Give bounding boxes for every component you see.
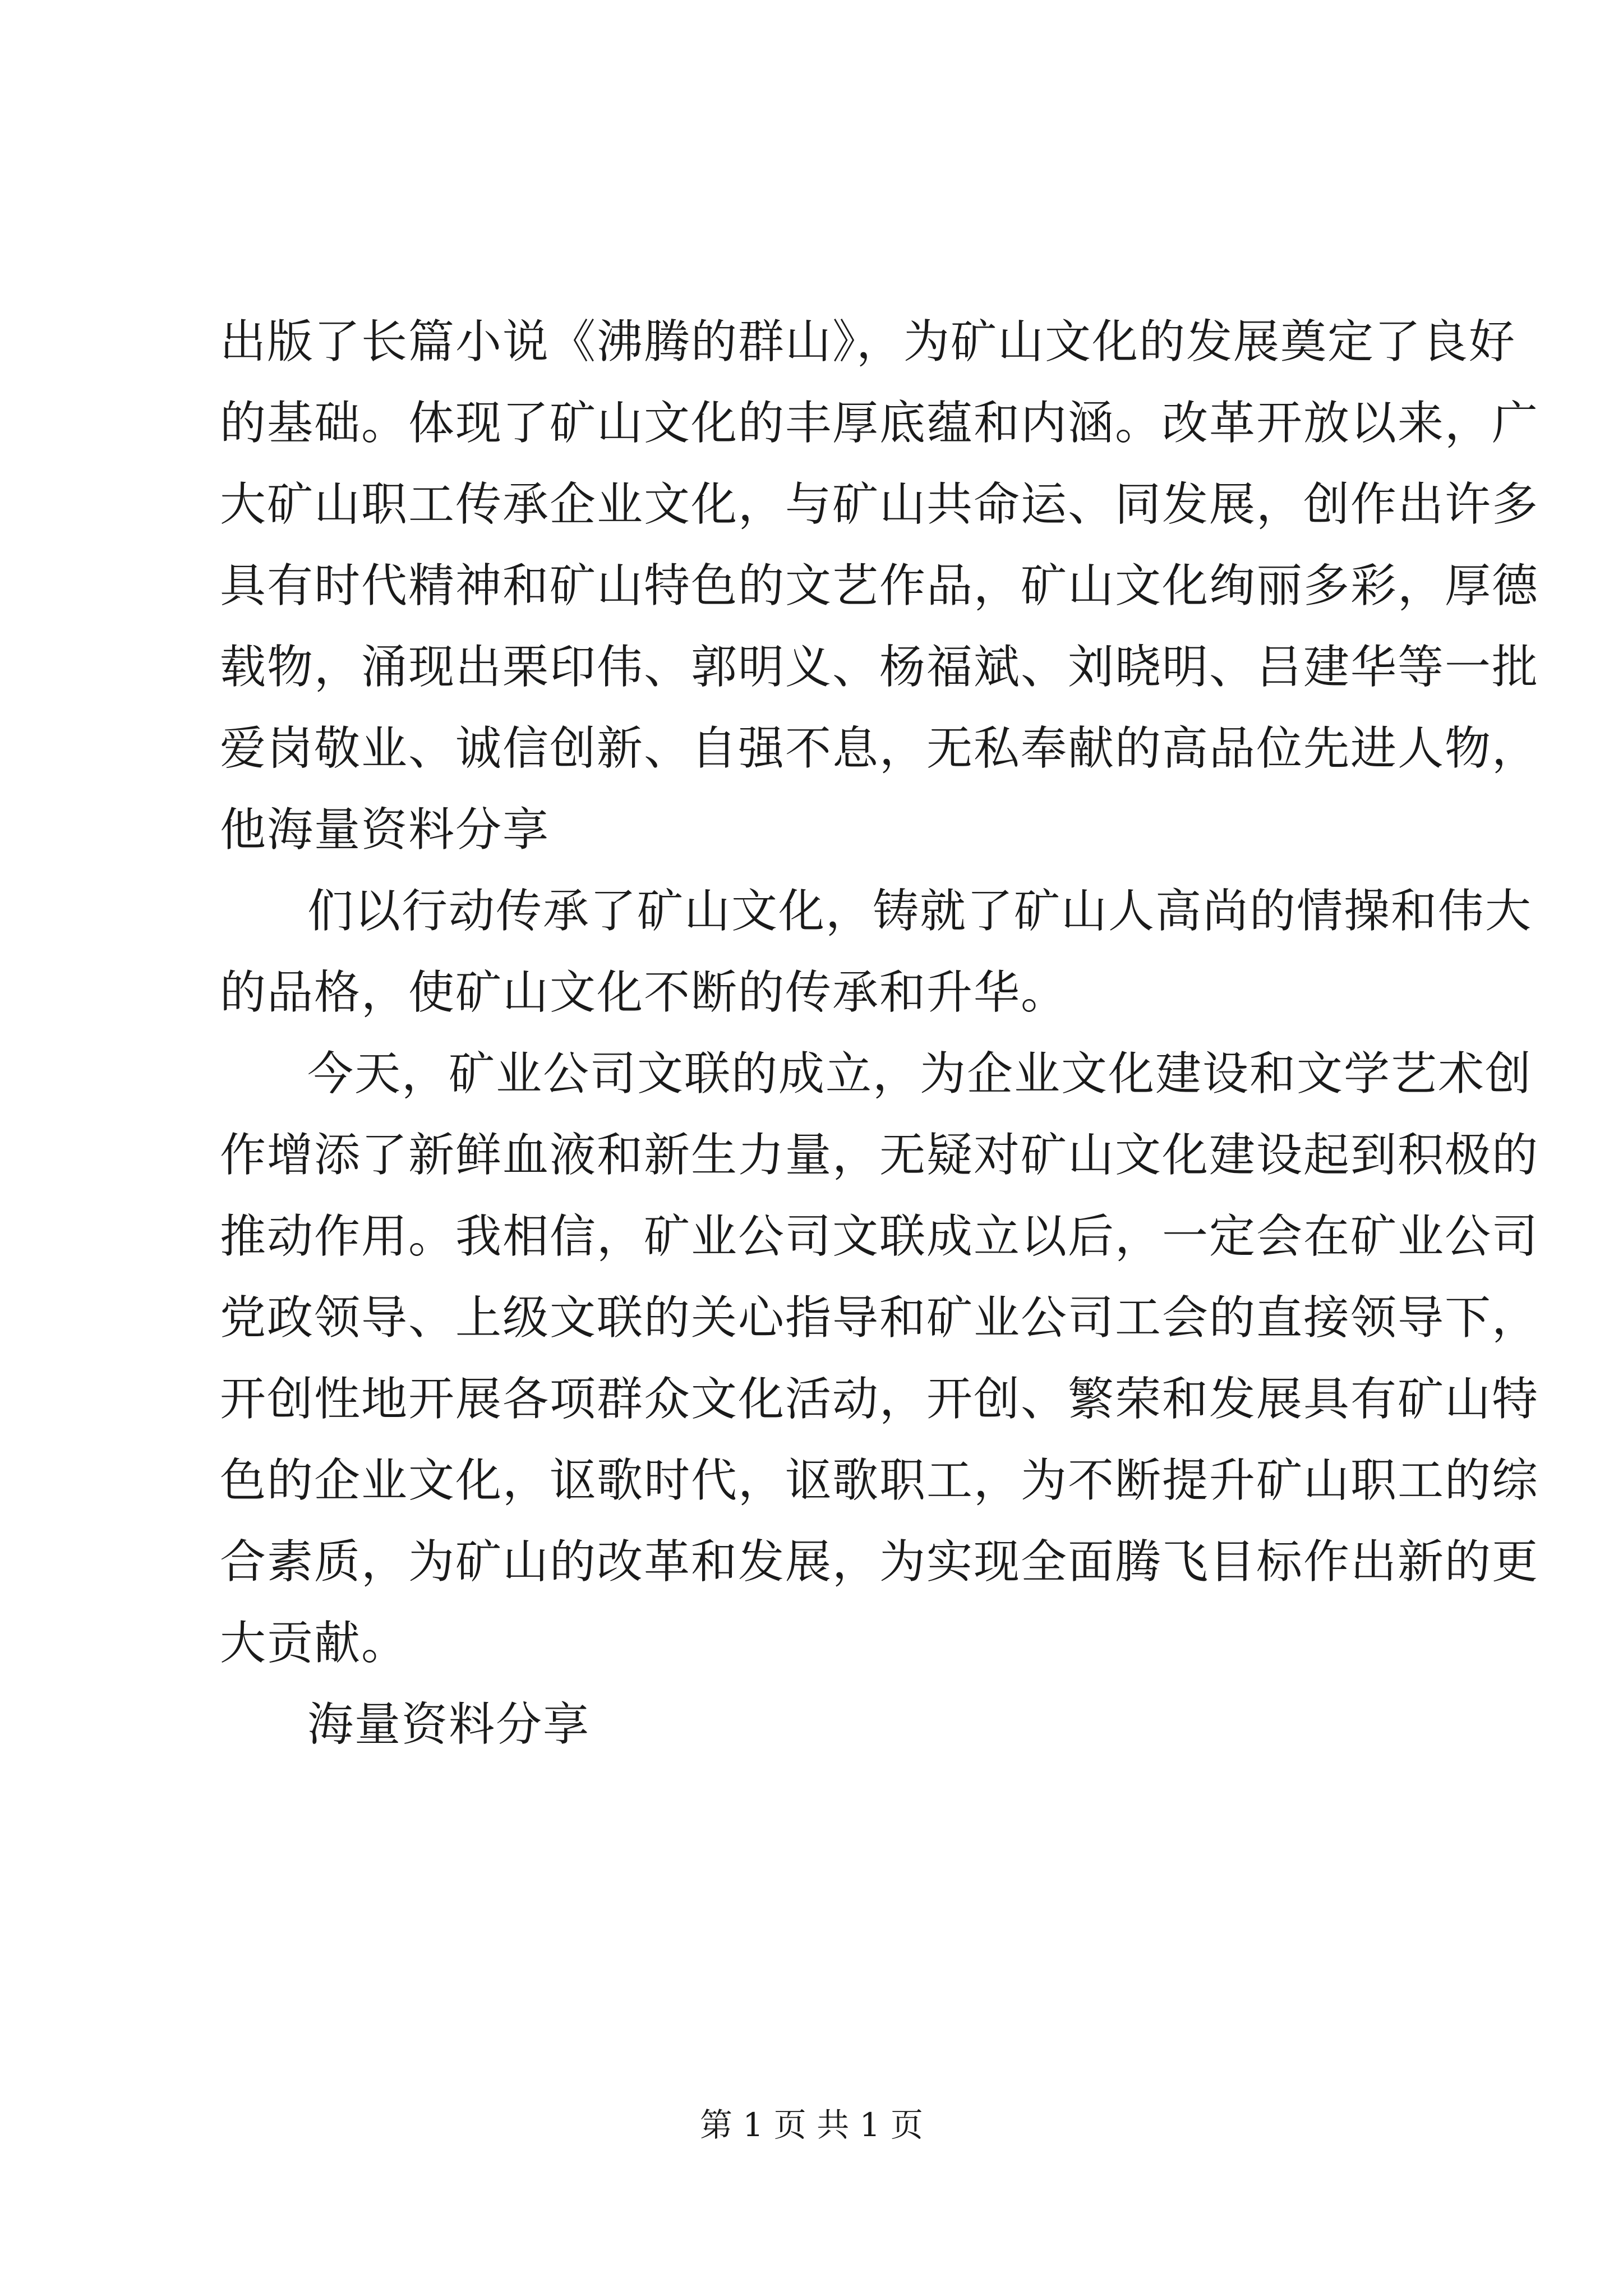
text-line: 开创性地开展各项群众文化活动，开创、繁荣和发展具有矿山特 xyxy=(220,1373,1539,1426)
text-line: 党政领导、上级文联的关心指导和矿业公司工会的直接领导下， xyxy=(220,1291,1539,1345)
text-line: 推动作用。我相信，矿业公司文联成立以后，一定会在矿业公司 xyxy=(220,1210,1539,1263)
text-line: 大矿山职工传承企业文化，与矿山共命运、同发展，创作出许多 xyxy=(220,478,1539,531)
text-line: 出版了长篇小说《沸腾的群山》，为矿山文化的发展奠定了良好 xyxy=(220,315,1516,369)
text-line: 载物，涌现出栗印伟、郭明义、杨福斌、刘晓明、吕建华等一批 xyxy=(220,641,1539,694)
text-line: 合素质，为矿山的改革和发展，为实现全面腾飞目标作出新的更 xyxy=(220,1535,1539,1589)
text-line: 们以行动传承了矿山文化，铸就了矿山人高尚的情操和伟大 xyxy=(307,885,1533,938)
text-line: 他海量资料分享 xyxy=(220,803,550,857)
text-line: 具有时代精神和矿山特色的文艺作品，矿山文化绚丽多彩，厚德 xyxy=(220,559,1539,613)
text-line: 今天，矿业公司文联的成立，为企业文化建设和文学艺术创 xyxy=(307,1047,1533,1101)
text-line: 的品格，使矿山文化不断的传承和升华。 xyxy=(220,966,1068,1019)
text-line: 海量资料分享 xyxy=(307,1698,591,1751)
text-line: 色的企业文化，讴歌时代，讴歌职工，为不断提升矿山职工的综 xyxy=(220,1454,1539,1507)
text-line: 的基础。体现了矿山文化的丰厚底蕴和内涵。改革开放以来，广 xyxy=(220,397,1539,450)
page-footer: 第 1 页 共 1 页 xyxy=(700,2106,923,2144)
text-line: 大贡献。 xyxy=(220,1617,409,1670)
text-line: 爱岗敬业、诚信创新、自强不息，无私奉献的高品位先进人物， xyxy=(220,722,1539,775)
text-line: 作增添了新鲜血液和新生力量，无疑对矿山文化建设起到积极的 xyxy=(220,1129,1539,1182)
